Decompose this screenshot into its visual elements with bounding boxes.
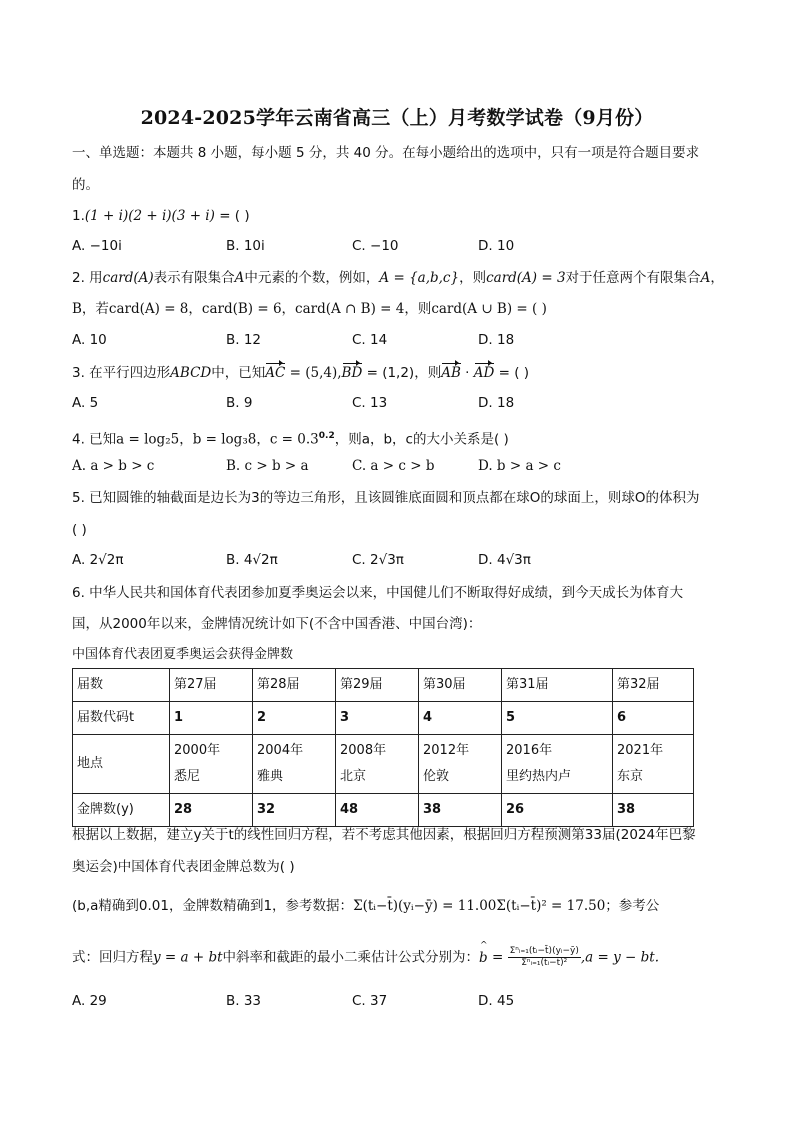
question-6-after-line-1: 根据以上数据，建立y关于t的线性回归方程，若不考虑其他因素，根据回归方程预测第33届(2024年巴黎 bbox=[72, 827, 696, 843]
q2-text-c: 中元素的个数，例如， bbox=[244, 270, 380, 286]
table-cell bbox=[170, 735, 253, 794]
option-d[interactable]: D. 18 bbox=[478, 332, 515, 348]
q3-vector-bd: BD bbox=[341, 365, 363, 381]
q2-card-eq: card(A) = 3 bbox=[486, 270, 566, 286]
q3-vector-ab: AB bbox=[441, 365, 461, 381]
ref-sum-1: Σ(tᵢ−t̄)(yᵢ−ȳ) = 11.00 bbox=[353, 898, 497, 914]
option-b[interactable]: B. 9 bbox=[226, 395, 253, 411]
city: 里约热内卢 bbox=[506, 769, 572, 784]
year: 2008年 bbox=[340, 743, 387, 758]
table-cell: 第31届 bbox=[502, 669, 613, 702]
question-5-line-1: 5. 已知圆锥的轴截面是边长为3的等边三角形，且该圆锥底面圆和顶点都在球O的球面上，则球O的体积为 bbox=[72, 490, 700, 506]
gold-medal-table bbox=[72, 668, 694, 827]
table-cell bbox=[253, 735, 336, 794]
q3-tail: = ( ) bbox=[494, 365, 530, 381]
regression-equation: y = a + bt bbox=[153, 949, 223, 966]
q2-card-a: card(A) bbox=[102, 270, 154, 286]
row-header-golds: 金牌数(y) bbox=[73, 794, 170, 827]
q3-mid: 中，已知 bbox=[211, 365, 266, 381]
table-cell: 第30届 bbox=[419, 669, 502, 702]
table-cell: 5 bbox=[502, 702, 613, 735]
question-4 bbox=[72, 427, 509, 449]
table-cell: 3 bbox=[336, 702, 419, 735]
table-cell bbox=[419, 735, 502, 794]
slope-fraction bbox=[508, 946, 581, 969]
q4-lead: 4. 已知 bbox=[72, 431, 117, 448]
option-d[interactable]: D. 18 bbox=[478, 395, 515, 411]
q2-set-a-end: A bbox=[700, 270, 711, 286]
option-b[interactable]: B. 4√2π bbox=[226, 552, 278, 568]
question-1 bbox=[72, 207, 250, 225]
table-cell: 38 bbox=[419, 794, 502, 827]
city: 北京 bbox=[340, 769, 367, 784]
table-cell: 第27届 bbox=[170, 669, 253, 702]
question-6-line-2: 国，从2000年以来，金牌情况统计如下(不含中国香港、中国台湾)： bbox=[72, 616, 482, 632]
question-2-options bbox=[72, 332, 712, 350]
question-5-options bbox=[72, 552, 712, 570]
year: 2000年 bbox=[174, 743, 221, 758]
reference-data-line bbox=[72, 897, 659, 915]
ref-text-b: ；参考公 bbox=[605, 898, 660, 914]
q2-text-a: 2. 用 bbox=[72, 270, 103, 286]
city: 伦敦 bbox=[423, 769, 450, 784]
city: 雅典 bbox=[257, 769, 284, 784]
q3-dot: · bbox=[460, 365, 474, 381]
q3-ac-value: = (5,4), bbox=[285, 365, 342, 381]
question-3-options bbox=[72, 395, 712, 413]
formula-line bbox=[72, 946, 659, 969]
option-b[interactable]: B. 33 bbox=[226, 993, 262, 1009]
option-a[interactable]: A. 5 bbox=[72, 395, 99, 411]
question-6-line-1: 6. 中华人民共和国体育代表团参加夏季奥运会以来，中国健儿们不断取得好成绩，到今天成长为体育大 bbox=[72, 585, 684, 601]
option-b[interactable]: B. 12 bbox=[226, 332, 262, 348]
question-6-options bbox=[72, 993, 712, 1011]
option-c[interactable]: C. 37 bbox=[352, 993, 388, 1009]
option-c[interactable]: C. a > c > b bbox=[352, 458, 435, 474]
year: 2021年 bbox=[617, 743, 664, 758]
exam-title: 2024-2025学年云南省高三（上）月考数学试卷（9月份） bbox=[140, 107, 654, 129]
table-cell bbox=[613, 735, 694, 794]
q3-shape: ABCD bbox=[170, 365, 212, 381]
section-header-line-1: 一、单选题：本题共 8 小题，每小题 5 分，共 40 分。在每小题给出的选项中，只有一项是符合题目要求 bbox=[72, 145, 700, 161]
fraction-denominator: Σⁿᵢ₌₁(tᵢ−t̄)² bbox=[521, 958, 568, 968]
q3-bd-value: = (1,2)，则 bbox=[362, 365, 442, 381]
q2-set-def: A = {a,b,c} bbox=[379, 270, 460, 286]
table-cell: 第32届 bbox=[613, 669, 694, 702]
option-a[interactable]: A. 10 bbox=[72, 332, 107, 348]
option-a[interactable]: A. 29 bbox=[72, 993, 107, 1009]
question-6-after-line-2: 奥运会)中国体育代表团金牌总数为( ) bbox=[72, 859, 295, 875]
q4-exponent: 0.2 bbox=[318, 431, 335, 441]
option-b[interactable]: B. 10i bbox=[226, 238, 265, 254]
table-cell: 2 bbox=[253, 702, 336, 735]
table-row bbox=[73, 669, 694, 702]
option-d[interactable]: D. 4√3π bbox=[478, 552, 531, 568]
q2-text-e: 对于任意两个有限集合 bbox=[565, 270, 701, 286]
formula-lead: 式：回归方程 bbox=[72, 949, 153, 966]
year: 2004年 bbox=[257, 743, 304, 758]
row-header-location: 地点 bbox=[73, 735, 170, 794]
table-cell: 第29届 bbox=[336, 669, 419, 702]
question-2-line-2: B，若card(A) = 8，card(B) = 6，card(A ∩ B) = 4，则card(A ∪ B) = ( ) bbox=[72, 301, 547, 317]
q3-vector-ad: AD bbox=[473, 365, 495, 381]
equals-sign: = bbox=[487, 949, 508, 966]
option-d[interactable]: D. 45 bbox=[478, 993, 515, 1009]
table-cell: 32 bbox=[253, 794, 336, 827]
option-a[interactable]: A. 2√2π bbox=[72, 552, 124, 568]
q3-lead: 3. 在平行四边形 bbox=[72, 365, 171, 381]
question-1-tail: = ( ) bbox=[214, 208, 250, 224]
table-cell: 6 bbox=[613, 702, 694, 735]
question-1-expression: (1 + i)(2 + i)(3 + i) bbox=[84, 208, 215, 224]
table-cell: 48 bbox=[336, 794, 419, 827]
slope-symbol: ^ b bbox=[479, 949, 488, 967]
ref-sum-2: Σ(tᵢ−t̄)² = 17.50 bbox=[496, 898, 606, 914]
table-row bbox=[73, 794, 694, 827]
option-c[interactable]: C. 13 bbox=[352, 395, 388, 411]
question-1-options bbox=[72, 238, 712, 256]
city: 悉尼 bbox=[174, 769, 201, 784]
table-row bbox=[73, 735, 694, 794]
city: 东京 bbox=[617, 769, 644, 784]
option-c[interactable]: C. 2√3π bbox=[352, 552, 404, 568]
row-header-edition: 届数 bbox=[73, 669, 170, 702]
section-header-line-2: 的。 bbox=[72, 177, 99, 193]
table-cell: 第28届 bbox=[253, 669, 336, 702]
q4-tail: ，则a，b，c的大小关系是( ) bbox=[334, 431, 509, 448]
intercept-formula: ,a = y − bt. bbox=[580, 949, 660, 966]
q3-vector-ac: AC bbox=[265, 365, 286, 381]
question-5-line-2: ( ) bbox=[72, 522, 87, 538]
fraction-numerator: Σⁿᵢ₌₁(tᵢ−t̄)(yᵢ−ȳ) bbox=[509, 946, 579, 956]
question-3 bbox=[72, 364, 529, 382]
option-c[interactable]: C. −10 bbox=[352, 238, 399, 254]
formula-mid: 中斜率和截距的最小二乘估计公式分别为： bbox=[222, 949, 480, 966]
option-a[interactable]: A. −10i bbox=[72, 238, 122, 254]
question-1-number: 1. bbox=[72, 208, 85, 224]
option-d[interactable]: D. 10 bbox=[478, 238, 515, 254]
option-a[interactable]: A. a > b > c bbox=[72, 458, 155, 474]
table-cell bbox=[502, 735, 613, 794]
option-c[interactable]: C. 14 bbox=[352, 332, 388, 348]
table-cell: 28 bbox=[170, 794, 253, 827]
question-4-options bbox=[72, 458, 712, 476]
q4-definitions: a = log₂5，b = log₃8，c = 0.3 bbox=[116, 431, 319, 448]
row-header-code: 届数代码t bbox=[73, 702, 170, 735]
option-b[interactable]: B. c > b > a bbox=[226, 458, 309, 474]
ref-text-a: (b,a精确到0.01，金牌数精确到1，参考数据： bbox=[72, 898, 354, 914]
table-cell: 26 bbox=[502, 794, 613, 827]
q2-text-b: 表示有限集合 bbox=[153, 270, 235, 286]
year: 2016年 bbox=[506, 743, 553, 758]
option-d[interactable]: D. b > a > c bbox=[478, 458, 561, 474]
year: 2012年 bbox=[423, 743, 470, 758]
q2-set-a: A bbox=[234, 270, 245, 286]
table-cell: 38 bbox=[613, 794, 694, 827]
table-cell: 1 bbox=[170, 702, 253, 735]
table-row bbox=[73, 702, 694, 735]
question-2-line-1: 2. 用card(A)表示有限集合A中元素的个数，例如，A = {a,b,c}，则card(A) = 3对于任意两个有限集合A， bbox=[72, 270, 724, 286]
q2-text-d: ，则 bbox=[459, 270, 487, 286]
table-cell bbox=[336, 735, 419, 794]
table-caption: 中国体育代表团夏季奥运会获得金牌数 bbox=[72, 647, 294, 662]
table-cell: 4 bbox=[419, 702, 502, 735]
